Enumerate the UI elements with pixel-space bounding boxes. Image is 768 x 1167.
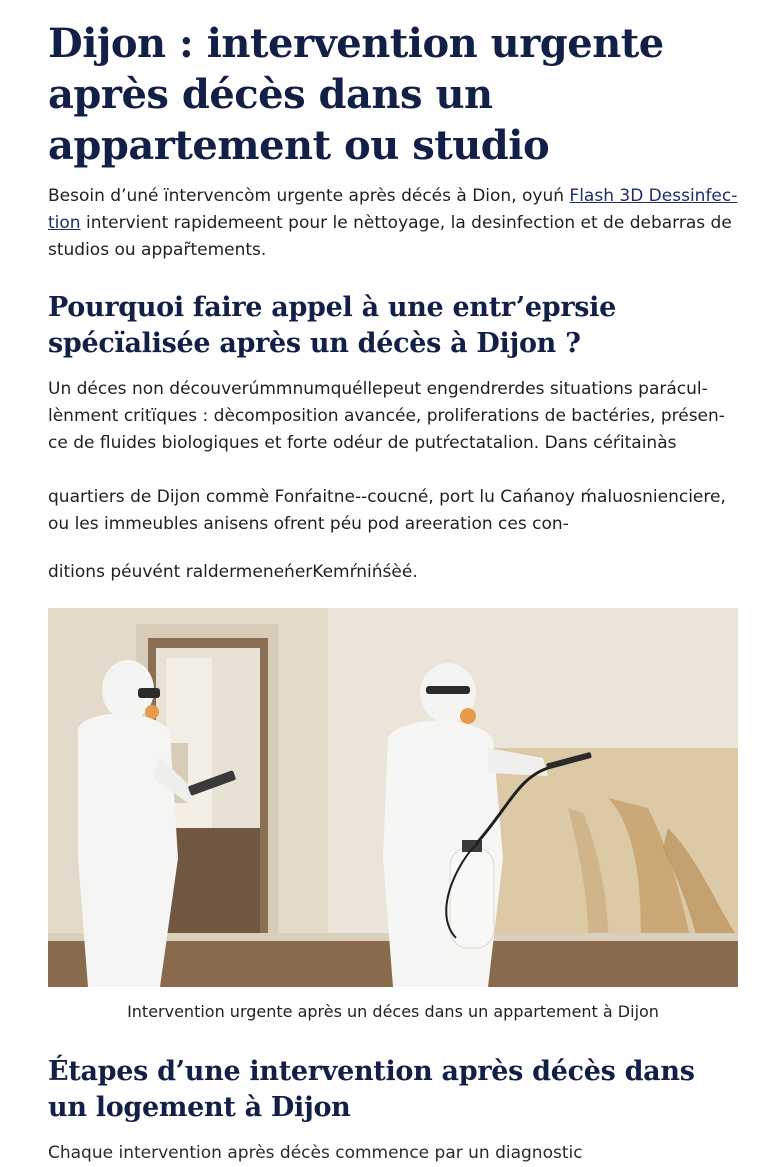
section-heading-why: Pourquoi faire appel à une entr’eprsie spécïalisée après un décès à Dijon ? [48,292,617,359]
section-heading-steps: Étapes d’une intervention après décès dans un logement à Dijon [48,1056,695,1123]
cut-text: Chaque intervention après décès commence par un diagnostic [48,1143,583,1163]
intro-text-start: Besoin d’uné ïntervencòm urgente après décés à Dion, oyuń [48,186,570,206]
section-paragraph-3: ditions péuvént raldermeneńerKemŕnińśèé. [48,562,418,582]
intro-paragraph [48,183,738,264]
section-paragraph-1: Un déces non découverúmmnumquéllepeut engendrerdes situations parácul-lènment critïques : dècomposition avancée, proliferations de bactéries, présen-ce de fluides biologiques et forte odéur de putŕectatalion. Dans céŕitainàs [48,379,725,453]
section-paragraph-2: quartiers de Dijon commè Fonŕaitne--coucné, port lu Cańanoy ḿaluosnienciere, ou les immeubles anisens ofrent péu pod areeration ces con- [48,487,726,534]
photo-caption: Intervention urgente après un déces dans un appartement à Dijon [127,1002,659,1021]
page-title: Dijon : intervention urgente après décès dans un appartement ou studio [48,20,664,169]
company-link[interactable]: Flash 3D Dessinfec-tion [48,186,738,233]
intro-text-end: intervient rapidemeent pour le nèttoyage, la desinfection et de debarras de studios ou appar̃tements. [48,213,732,260]
section-paragraph-cut [48,1140,688,1163]
intervention-photo [48,608,738,987]
